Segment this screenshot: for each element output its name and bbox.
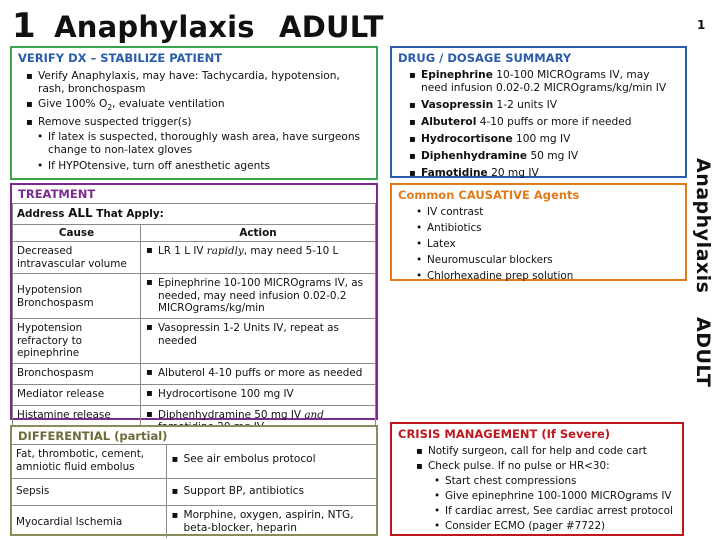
list-item: ▪ Remove suspected trigger(s) (25, 116, 368, 129)
title-word-1: Anaphylaxis (54, 10, 255, 44)
list-item: • Consider ECMO (pager #7722) (432, 520, 676, 533)
treatment-section (10, 183, 378, 420)
causative-agents-section (390, 183, 687, 281)
drug-item (408, 99, 679, 112)
protocol-number: 1 (12, 6, 36, 46)
crisis-list (415, 445, 676, 473)
list-item: ▪ Check pulse. If no pulse or HR<30: (415, 460, 676, 473)
list-item: ▪ Support BP, antibiotics (171, 485, 373, 498)
action-cell (141, 274, 376, 319)
page-title (12, 6, 384, 46)
drug-item (408, 116, 679, 129)
differential-action-cell (166, 479, 376, 506)
table-row (13, 204, 376, 225)
list-item: ▪ Morphine, oxygen, aspirin, NTG, beta-blocker, heparin (171, 509, 373, 535)
causative-agents-heading: Common CAUSATIVE Agents (398, 188, 580, 202)
cause-text: Hypotension Bronchospasm (17, 284, 94, 309)
table-row (13, 384, 376, 405)
list-item: ▪ See air embolus protocol (171, 453, 373, 466)
differential-table (12, 444, 376, 538)
action-cell (141, 319, 376, 364)
apply-post: That Apply: (92, 208, 164, 220)
table-header-row (13, 224, 376, 242)
action-cell (141, 384, 376, 405)
differential-cause-cell: Fat, thrombotic, cement, amniotic fluid embolus (12, 445, 166, 479)
side-title-word-1: Anaphylaxis (692, 158, 714, 294)
action-emphasis: rapidly (206, 245, 244, 257)
cause-cell: Mediator release (13, 384, 141, 405)
table-row (12, 445, 376, 479)
drug-item (408, 69, 679, 95)
drug-name: Famotidine (421, 167, 488, 179)
crisis-management-section (390, 422, 684, 536)
side-title-word-2: ADULT (692, 316, 714, 387)
causative-list (414, 206, 679, 283)
page-number: 1 (697, 18, 706, 32)
differential-cause-cell: Sepsis (12, 479, 166, 506)
list-item: • Antibiotics (414, 222, 679, 235)
list-item: ▪ Vasopressin 1-2 Units IV, repeat as needed (145, 322, 371, 347)
oxygen-subscript: 2 (107, 103, 113, 113)
action-text-post: , may need 5-10 L (243, 245, 339, 257)
apply-pre: Address (17, 208, 69, 220)
list-item (25, 98, 368, 114)
drug-item (408, 150, 679, 163)
oxygen-text-post: , evaluate ventilation (112, 98, 225, 110)
drug-name: Hydrocortisone (421, 133, 513, 145)
oxygen-text: Give 100% O (38, 98, 108, 110)
differential-cause-cell: Myocardial Ischemia (12, 506, 166, 539)
list-item (145, 245, 371, 258)
action-cell (141, 242, 376, 274)
action-text: LR 1 L IV (158, 245, 207, 257)
action-emphasis: and (304, 408, 324, 421)
drug-dose: 4-10 puffs or more if needed (476, 116, 632, 128)
list-item: ▪ Notify surgeon, call for help and code cart (415, 445, 676, 458)
cause-cell: Hypotension refractory to epinephrine (13, 319, 141, 364)
list-item: • Start chest compressions (432, 475, 676, 488)
cause-cell: Bronchospasm (13, 363, 141, 384)
drug-dosage-heading: DRUG / DOSAGE SUMMARY (398, 51, 572, 65)
cause-cell (13, 274, 141, 319)
verify-dx-section (10, 46, 378, 180)
cause-column-header: Cause (13, 224, 141, 242)
drug-list (408, 69, 679, 180)
table-row (13, 274, 376, 319)
drug-dose: 50 mg IV (527, 150, 579, 162)
action-column-header: Action (141, 224, 376, 242)
table-row (12, 506, 376, 539)
drug-name: Diphenhydramine (421, 150, 528, 162)
drug-dosage-section (390, 46, 687, 178)
list-item: • Give epinephrine 100-1000 MICROgrams IV (432, 490, 676, 503)
table-row (12, 479, 376, 506)
cause-cell: Decreased intravascular volume (13, 242, 141, 274)
drug-name: Albuterol (421, 116, 477, 128)
drug-item (408, 133, 679, 146)
table-row (13, 319, 376, 364)
verify-sublist (35, 131, 368, 173)
list-item: • Chlorhexadine prep solution (414, 270, 679, 283)
list-item: ▪ Hydrocortisone 100 mg IV (145, 388, 371, 401)
differential-action-cell (166, 445, 376, 479)
drug-name: Vasopressin (421, 99, 494, 111)
address-all-label (13, 204, 376, 225)
table-row (13, 242, 376, 274)
crisis-sublist (432, 475, 676, 533)
table-row (13, 363, 376, 384)
verify-list (25, 70, 368, 129)
cause-cell: Histamine release (13, 405, 141, 437)
verify-dx-heading: VERIFY DX – STABILIZE PATIENT (18, 51, 223, 65)
list-item: ▪ Albuterol 4-10 puffs or more as needed (145, 367, 371, 380)
list-item: ▪ Verify Anaphylaxis, may have: Tachycardia, hypotension, rash, bronchospasm (25, 70, 368, 96)
list-item: • Latex (414, 238, 679, 251)
list-item: • If latex is suspected, thoroughly wash area, have surgeons change to non-latex gloves (35, 131, 368, 157)
treatment-table (12, 203, 376, 437)
crisis-management-heading: CRISIS MANAGEMENT (If Severe) (398, 427, 611, 441)
differential-section (10, 425, 378, 536)
treatment-heading: TREATMENT (18, 187, 96, 201)
list-item: • Neuromuscular blockers (414, 254, 679, 267)
apply-all: ALL (68, 206, 93, 220)
action-cell (141, 363, 376, 384)
drug-dose: 1-2 units IV (493, 99, 557, 111)
differential-heading: DIFFERENTIAL (partial) (18, 429, 168, 443)
differential-action-cell (166, 506, 376, 539)
list-item: • IV contrast (414, 206, 679, 219)
drug-name: Epinephrine (421, 69, 493, 81)
drug-dose: 10-100 MICROgrams IV, may need infusion 0.02-0.2 MICROgrams/kg/min IV (421, 69, 667, 94)
title-word-2: ADULT (279, 10, 384, 44)
drug-dose: 20 mg IV (487, 167, 539, 179)
list-item: ▪ Epinephrine 10-100 MICROgrams IV, as needed, may need infusion 0.02-0.2 MICROgrams/kg/min (145, 277, 371, 315)
drug-item (408, 167, 679, 180)
list-item: • If HYPOtensive, turn off anesthetic agents (35, 160, 368, 173)
action-text: Diphenhydramine 50 mg IV (158, 408, 305, 421)
drug-dose: 100 mg IV (512, 133, 571, 145)
side-title (692, 158, 714, 403)
list-item: • If cardiac arrest, See cardiac arrest protocol (432, 505, 676, 518)
